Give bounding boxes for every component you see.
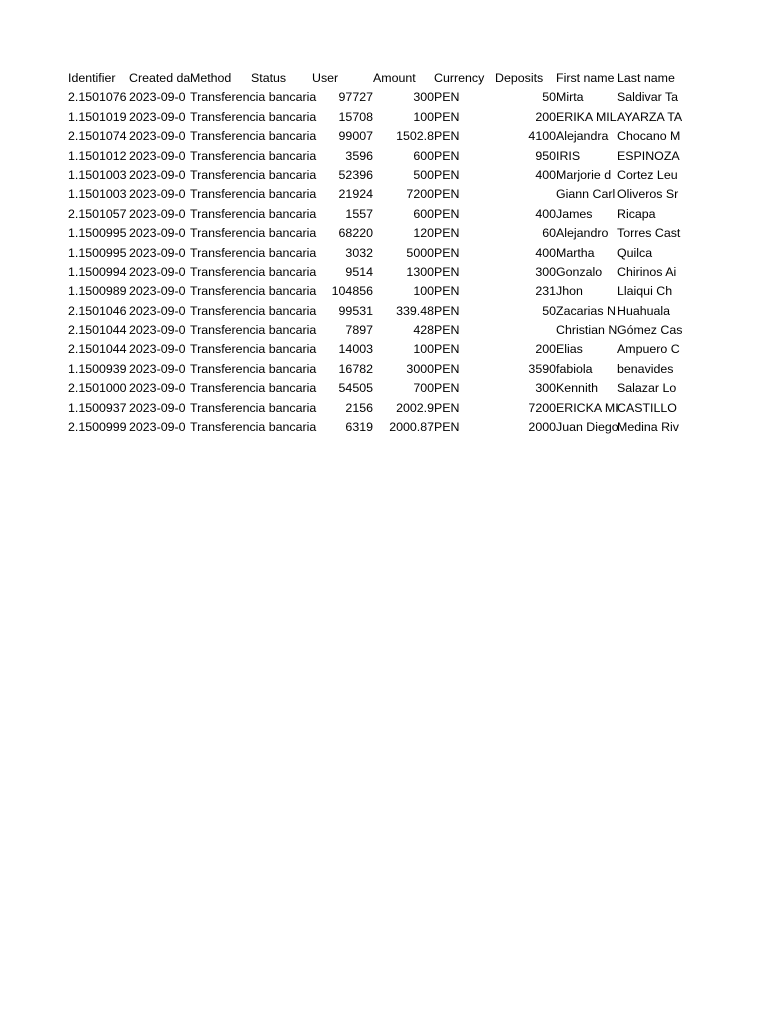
- cell-user: 9514: [345, 264, 373, 279]
- cell-first-name: IRIS: [556, 148, 581, 163]
- cell-last-name: Ricapa: [617, 206, 656, 221]
- cell-method: Transferencia bancaria: [190, 148, 317, 163]
- cell-identifier: 1.1500995: [68, 226, 127, 241]
- cell-first-name: Juan Diego: [556, 420, 619, 435]
- cell-currency: PEN: [434, 342, 460, 357]
- cell-method: Transferencia bancaria: [190, 109, 317, 124]
- cell-identifier: 2.1501000: [68, 381, 127, 396]
- cell-user: 1557: [345, 206, 373, 221]
- cell-method: Transferencia bancaria: [190, 381, 317, 396]
- cell-amount: 5000: [406, 245, 434, 260]
- cell-currency: PEN: [434, 90, 460, 105]
- cell-identifier: 2.1501044: [68, 342, 127, 357]
- cell-deposits: 400: [535, 206, 556, 221]
- cell-status: [251, 244, 312, 263]
- cell-identifier: 2.1501046: [68, 303, 127, 318]
- cell-user: 68220: [338, 226, 373, 241]
- cell-first-name: Alejandro: [556, 226, 609, 241]
- cell-currency: PEN: [434, 187, 460, 202]
- cell-created-date: 2023-09-0: [129, 264, 186, 279]
- cell-user: 3032: [345, 245, 373, 260]
- cell-method: Transferencia bancaria: [190, 129, 317, 144]
- cell-created-date: 2023-09-0: [129, 342, 186, 357]
- cell-created-date: 2023-09-0: [129, 206, 186, 221]
- cell-first-name: Elias: [556, 342, 583, 357]
- cell-last-name: CASTILLO: [617, 400, 677, 415]
- cell-last-name: Oliveros Sr: [617, 187, 679, 202]
- cell-identifier: 1.1500937: [68, 400, 127, 415]
- cell-deposits: 300: [535, 264, 556, 279]
- cell-identifier: 2.1500999: [68, 420, 127, 435]
- cell-amount: 2002.9: [396, 400, 434, 415]
- cell-first-name: ERIKA MIL: [556, 109, 617, 124]
- cell-user: 52396: [338, 167, 373, 182]
- cell-method: Transferencia bancaria: [190, 187, 317, 202]
- cell-created-date: 2023-09-0: [129, 361, 186, 376]
- cell-status: [251, 224, 312, 243]
- cell-user: 104856: [331, 284, 373, 299]
- cell-amount: 100: [413, 342, 434, 357]
- cell-amount: 600: [413, 206, 434, 221]
- header-status: Status: [251, 71, 287, 85]
- header-amount: Amount: [373, 71, 416, 85]
- cell-created-date: 2023-09-0: [129, 148, 186, 163]
- cell-created-date: 2023-09-0: [129, 90, 186, 105]
- cell-amount: 500: [413, 167, 434, 182]
- cell-deposits: [495, 321, 556, 340]
- cell-amount: 100: [413, 284, 434, 299]
- header-identifier: Identifier: [68, 71, 116, 85]
- cell-method: Transferencia bancaria: [190, 361, 317, 376]
- cell-last-name: Quilca: [617, 245, 653, 260]
- cell-created-date: 2023-09-0: [129, 245, 186, 260]
- cell-amount: 339.48: [396, 303, 434, 318]
- cell-first-name: Martha: [556, 245, 595, 260]
- cell-first-name: ERICKA MI: [556, 400, 619, 415]
- cell-user: 99007: [338, 129, 373, 144]
- cell-last-name: Medina Riv: [617, 420, 679, 435]
- cell-status: [251, 282, 312, 301]
- cell-method: Transferencia bancaria: [190, 264, 317, 279]
- cell-created-date: 2023-09-0: [129, 129, 186, 144]
- cell-currency: PEN: [434, 323, 460, 338]
- cell-first-name: James: [556, 206, 593, 221]
- cell-last-name: Huahuala: [617, 303, 671, 318]
- cell-deposits: 300: [535, 381, 556, 396]
- cell-user: 15708: [338, 109, 373, 124]
- cell-identifier: 1.1501012: [68, 148, 127, 163]
- cell-status: [251, 127, 312, 146]
- header-currency: Currency: [434, 71, 485, 85]
- cell-amount: 7200: [406, 187, 434, 202]
- cell-user: 97727: [338, 90, 373, 105]
- cell-last-name: AYARZA TA: [617, 109, 683, 124]
- cell-identifier: 2.1501076: [68, 90, 127, 105]
- cell-status: [251, 399, 312, 418]
- cell-status: [251, 418, 312, 437]
- cell-currency: PEN: [434, 245, 460, 260]
- cell-amount: 1300: [406, 264, 434, 279]
- cell-deposits: [495, 185, 556, 204]
- cell-created-date: 2023-09-0: [129, 226, 186, 241]
- cell-deposits: 3590: [528, 361, 556, 376]
- cell-deposits: 231: [535, 284, 556, 299]
- cell-first-name: Zacarias N: [556, 303, 616, 318]
- cell-last-name: ESPINOZA: [617, 148, 680, 163]
- cell-last-name: Cortez Leu: [617, 167, 678, 182]
- cell-currency: PEN: [434, 264, 460, 279]
- cell-amount: 3000: [406, 361, 434, 376]
- cell-identifier: 2.1501044: [68, 323, 127, 338]
- cell-first-name: Christian N: [556, 323, 618, 338]
- cell-method: Transferencia bancaria: [190, 167, 317, 182]
- cell-last-name: Saldivar Ta: [617, 90, 679, 105]
- cell-status: [251, 360, 312, 379]
- cell-method: Transferencia bancaria: [190, 420, 317, 435]
- cell-last-name: Llaiqui Ch: [617, 284, 673, 299]
- cell-method: Transferencia bancaria: [190, 303, 317, 318]
- cell-created-date: 2023-09-0: [129, 420, 186, 435]
- cell-user: 99531: [338, 303, 373, 318]
- cell-currency: PEN: [434, 129, 460, 144]
- cell-method: Transferencia bancaria: [190, 342, 317, 357]
- cell-amount: 600: [413, 148, 434, 163]
- cell-status: [251, 147, 312, 166]
- cell-deposits: 4100: [528, 129, 556, 144]
- header-created-date: Created da: [129, 71, 191, 85]
- cell-last-name: Gómez Cas: [617, 323, 683, 338]
- cell-user: 2156: [345, 400, 373, 415]
- cell-status: [251, 340, 312, 359]
- cell-status: [251, 185, 312, 204]
- cell-identifier: 1.1500995: [68, 245, 127, 260]
- cell-created-date: 2023-09-0: [129, 109, 186, 124]
- cell-last-name: Torres Cast: [617, 226, 681, 241]
- cell-amount: 700: [413, 381, 434, 396]
- cell-currency: PEN: [434, 167, 460, 182]
- cell-user: 6319: [345, 420, 373, 435]
- cell-method: Transferencia bancaria: [190, 400, 317, 415]
- cell-user: 14003: [338, 342, 373, 357]
- cell-identifier: 1.1501019: [68, 109, 127, 124]
- cell-first-name: Marjorie d: [556, 167, 612, 182]
- cell-deposits: 2000: [528, 420, 556, 435]
- cell-deposits: 400: [535, 167, 556, 182]
- cell-method: Transferencia bancaria: [190, 245, 317, 260]
- cell-currency: PEN: [434, 361, 460, 376]
- cell-last-name: Chocano M: [617, 129, 681, 144]
- cell-amount: 300: [413, 90, 434, 105]
- cell-currency: PEN: [434, 284, 460, 299]
- cell-status: [251, 108, 312, 127]
- cell-deposits: 200: [535, 342, 556, 357]
- cell-method: Transferencia bancaria: [190, 323, 317, 338]
- cell-currency: PEN: [434, 206, 460, 221]
- cell-status: [251, 88, 312, 107]
- cell-deposits: 7200: [528, 400, 556, 415]
- cell-amount: 428: [413, 323, 434, 338]
- cell-method: Transferencia bancaria: [190, 90, 317, 105]
- cell-first-name: Giann Carl: [556, 187, 616, 202]
- cell-status: [251, 166, 312, 185]
- cell-first-name: fabiola: [556, 361, 593, 376]
- cell-currency: PEN: [434, 109, 460, 124]
- cell-created-date: 2023-09-0: [129, 381, 186, 396]
- cell-method: Transferencia bancaria: [190, 284, 317, 299]
- cell-user: 3596: [345, 148, 373, 163]
- cell-identifier: 1.1501003: [68, 187, 127, 202]
- cell-currency: PEN: [434, 226, 460, 241]
- cell-first-name: Gonzalo: [556, 264, 603, 279]
- cell-identifier: 1.1500994: [68, 264, 127, 279]
- header-method: Method: [190, 71, 232, 85]
- cell-deposits: 400: [535, 245, 556, 260]
- cell-identifier: 1.1501003: [68, 167, 127, 182]
- header-last-name: Last name: [617, 71, 675, 85]
- cell-first-name: Alejandra: [556, 129, 609, 144]
- cell-deposits: 200: [535, 109, 556, 124]
- cell-created-date: 2023-09-0: [129, 167, 186, 182]
- cell-method: Transferencia bancaria: [190, 206, 317, 221]
- cell-amount: 120: [413, 226, 434, 241]
- cell-last-name: Ampuero C: [617, 342, 680, 357]
- cell-amount: 100: [413, 109, 434, 124]
- cell-currency: PEN: [434, 303, 460, 318]
- cell-first-name: Kennith: [556, 381, 599, 396]
- cell-deposits: 950: [535, 148, 556, 163]
- cell-first-name: Mirta: [556, 90, 584, 105]
- cell-last-name: Chirinos Ai: [617, 264, 677, 279]
- cell-identifier: 2.1501057: [68, 206, 127, 221]
- cell-status: [251, 205, 312, 224]
- cell-created-date: 2023-09-0: [129, 400, 186, 415]
- cell-amount: 1502.8: [396, 129, 434, 144]
- cell-first-name: Jhon: [556, 284, 583, 299]
- cell-deposits: 50: [542, 90, 556, 105]
- cell-user: 21924: [338, 187, 373, 202]
- cell-deposits: 60: [542, 226, 556, 241]
- cell-created-date: 2023-09-0: [129, 303, 186, 318]
- cell-user: 7897: [345, 323, 373, 338]
- cell-currency: PEN: [434, 420, 460, 435]
- cell-method: Transferencia bancaria: [190, 226, 317, 241]
- cell-status: [251, 302, 312, 321]
- cell-currency: PEN: [434, 400, 460, 415]
- cell-currency: PEN: [434, 148, 460, 163]
- cell-created-date: 2023-09-0: [129, 187, 186, 202]
- cell-deposits: 50: [542, 303, 556, 318]
- cell-identifier: 2.1501074: [68, 129, 127, 144]
- header-deposits: Deposits: [495, 71, 544, 85]
- cell-created-date: 2023-09-0: [129, 323, 186, 338]
- cell-last-name: benavides: [617, 361, 674, 376]
- cell-status: [251, 379, 312, 398]
- cell-created-date: 2023-09-0: [129, 284, 186, 299]
- cell-identifier: 1.1500939: [68, 361, 127, 376]
- header-first-name: First name: [556, 71, 615, 85]
- cell-user: 16782: [338, 361, 373, 376]
- cell-identifier: 1.1500989: [68, 284, 127, 299]
- cell-user: 54505: [338, 381, 373, 396]
- cell-amount: 2000.87: [389, 420, 434, 435]
- cell-status: [251, 321, 312, 340]
- cell-last-name: Salazar Lo: [617, 381, 677, 396]
- cell-currency: PEN: [434, 381, 460, 396]
- cell-status: [251, 263, 312, 282]
- header-user: User: [312, 71, 339, 85]
